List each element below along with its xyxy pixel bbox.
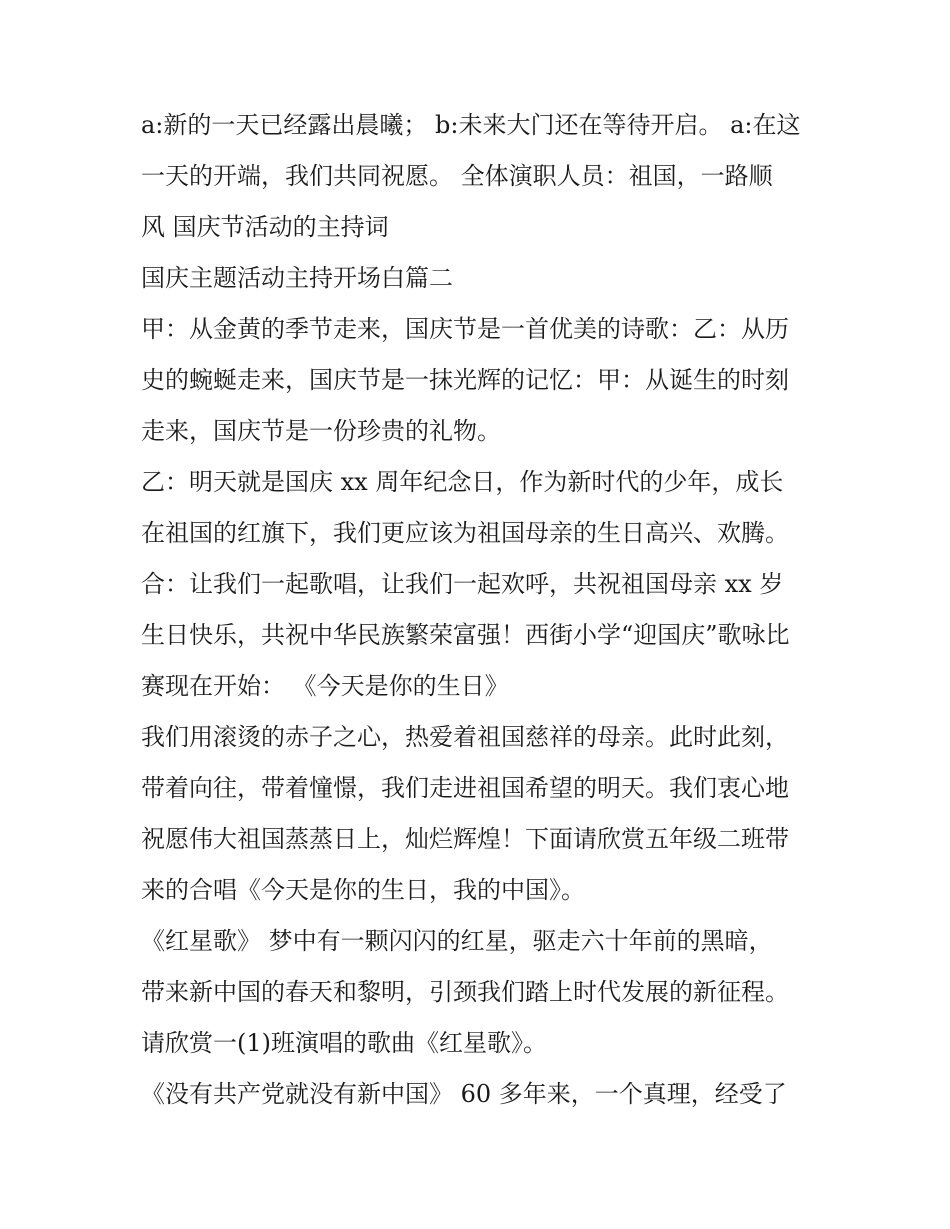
- text-line: 在祖国的红旗下，我们更应该为祖国母亲的生日高兴、欢腾。: [141, 519, 789, 547]
- text-line: 一天的开端，我们共同祝愿。 全体演职人员：祖国，一路顺: [141, 162, 773, 190]
- text-line: 风 国庆节活动的主持词: [141, 213, 389, 241]
- text-line: 甲：从金黄的季节走来，国庆节是一首优美的诗歌：乙：从历: [141, 315, 789, 343]
- text-line: 请欣赏一(1)班演唱的歌曲《红星歌》。: [141, 1029, 547, 1057]
- text-line: a:新的一天已经露出晨曦； b:未来大门还在等待开启。 a:在这: [141, 111, 801, 139]
- text-line: 来的合唱《今天是你的生日，我的中国》。: [141, 876, 585, 904]
- text-line: 生日快乐，共祝中华民族繁荣富强！西街小学“迎国庆”歌咏比: [141, 621, 790, 649]
- text-line: 带来新中国的春天和黎明，引颈我们踏上时代发展的新征程。: [141, 978, 789, 1006]
- text-line: 我们用滚烫的赤子之心，热爱着祖国慈祥的母亲。此时此刻，: [141, 723, 789, 751]
- text-line: 带着向往，带着憧憬，我们走进祖国希望的明天。我们衷心地: [141, 774, 789, 802]
- text-line: 合：让我们一起歌唱，让我们一起欢呼，共祝祖国母亲 xx 岁: [141, 570, 784, 598]
- section-heading: 国庆主题活动主持开场白篇二: [141, 264, 453, 292]
- text-line: 《没有共产党就没有新中国》 60 多年来，一个真理，经受了: [141, 1080, 787, 1108]
- text-line: 祝愿伟大祖国蒸蒸日上，灿烂辉煌！下面请欣赏五年级二班带: [141, 825, 789, 853]
- text-line: 走来，国庆节是一份珍贵的礼物。: [141, 417, 501, 445]
- text-line: 赛现在开始： 《今天是你的生日》: [141, 672, 509, 700]
- text-line: 乙：明天就是国庆 xx 周年纪念日，作为新时代的少年，成长: [141, 468, 784, 496]
- text-line: 史的蜿蜒走来，国庆节是一抹光辉的记忆：甲：从诞生的时刻: [141, 366, 789, 394]
- text-line: 《红星歌》 梦中有一颗闪闪的红星，驱走六十年前的黑暗，: [141, 927, 773, 955]
